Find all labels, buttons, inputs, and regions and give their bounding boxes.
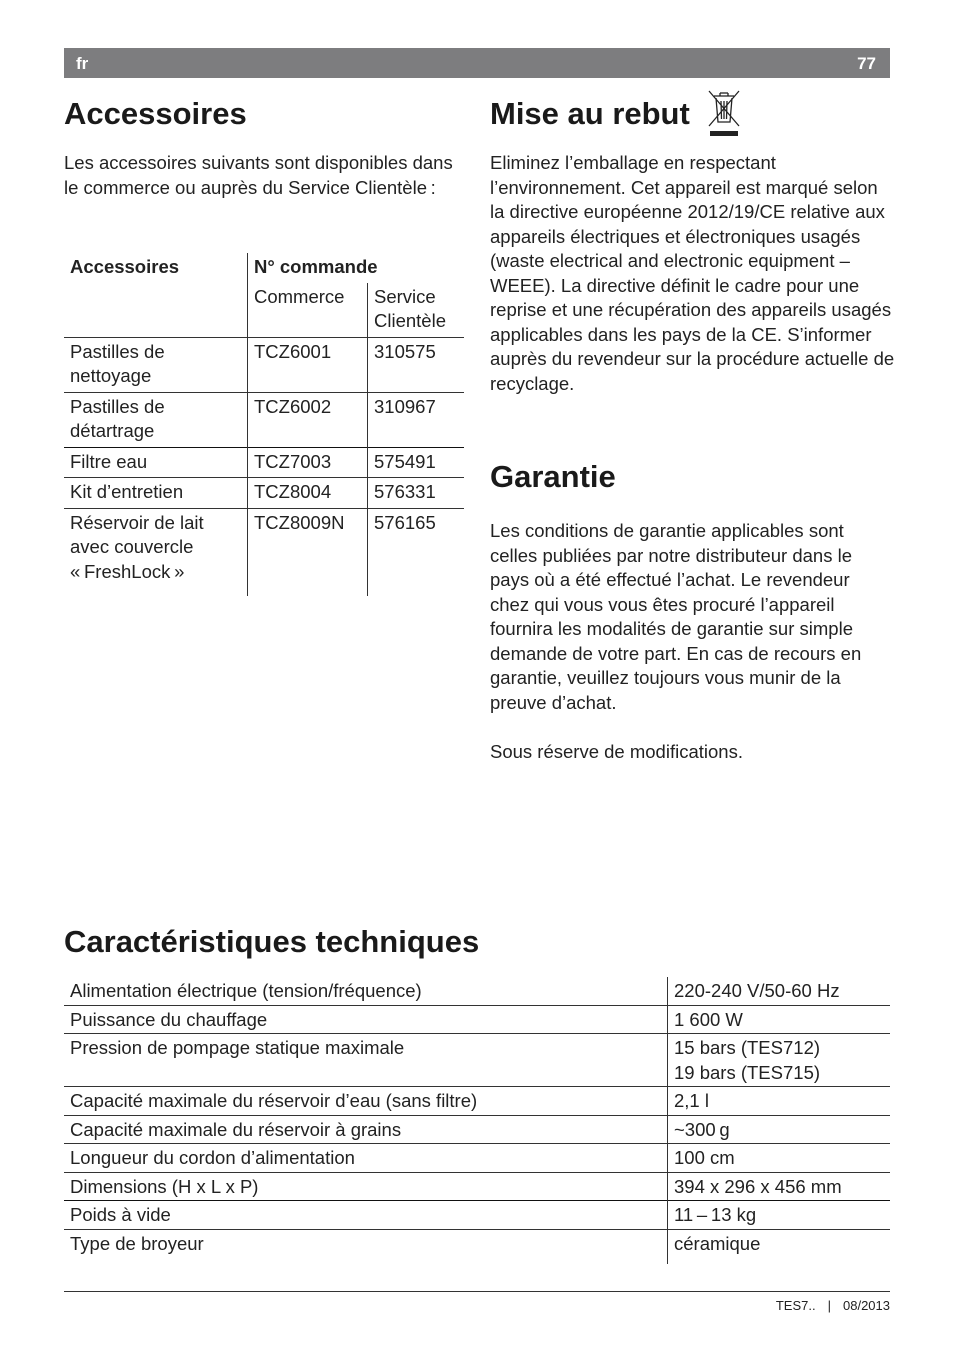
disposal-text: Eliminez l’emballage en respectant l’environnement. Cet appareil est marqué selon la directive européenne 2012/19/CE relative aux appareils électriques et électroniques usagés (waste electrical and electronic equipment – WEEE). La directive définit le cadre pour une reprise et une récupération des appareils usagés applicables dans les pays de la CE. S’informer auprès du revendeur sur la procédure actuelle de recyclage. — [490, 152, 895, 394]
table-row — [64, 1172, 890, 1201]
spec-label: Type de broyeur — [64, 1229, 668, 1264]
commerce-code: TCZ7003 — [248, 447, 368, 478]
table-row — [64, 508, 464, 596]
warranty-text: Les conditions de garantie applicables sont celles publiées par notre distributeur dans le pays où a été effectué l’achat. Le revendeur chez qui vous vous êtes procuré l’appareil fournira les modalités de garantie sur simple demande de votre part. En cas de recours en garantie, veuillez toujours vous munir de la preuve d’achat. — [490, 520, 862, 713]
service-code: 310967 — [368, 392, 465, 447]
accessory-name: Kit d’entretien — [64, 478, 248, 509]
accessories-heading: Accessoires — [64, 96, 247, 131]
service-code: 310575 — [368, 337, 465, 392]
service-code: 576165 — [368, 508, 465, 596]
spec-label: Pression de pompage statique maximale — [64, 1034, 668, 1087]
accessories-table — [64, 253, 464, 596]
warranty-heading: Garantie — [490, 459, 616, 494]
spec-value — [668, 1034, 891, 1087]
table-row — [64, 1087, 890, 1116]
spec-value: 100 cm — [668, 1144, 891, 1173]
commerce-code: TCZ6002 — [248, 392, 368, 447]
service-code: 575491 — [368, 447, 465, 478]
spec-value: 11 – 13 kg — [668, 1201, 891, 1230]
footer-separator: | — [827, 1298, 831, 1313]
page-footer — [776, 1298, 890, 1313]
service-code: 576331 — [368, 478, 465, 509]
spec-value: 1 600 W — [668, 1005, 891, 1034]
spec-value-line: 19 bars (TES715) — [674, 1061, 821, 1083]
crossed-bin-icon — [706, 88, 742, 138]
table-row — [64, 392, 464, 447]
spec-label: Capacité maximale du réservoir à grains — [64, 1115, 668, 1144]
footer-divider — [64, 1291, 890, 1292]
accessory-name: Réservoir de lait avec couvercle « FreshLock » — [64, 508, 248, 596]
spec-value: ~300 g — [668, 1115, 891, 1144]
specs-heading: Caractéristiques techniques — [64, 924, 480, 959]
spec-label: Poids à vide — [64, 1201, 668, 1230]
accessory-name: Pastilles de détartrage — [64, 392, 248, 447]
spec-value: 2,1 l — [668, 1087, 891, 1116]
table-row — [64, 1005, 890, 1034]
spec-value: céramique — [668, 1229, 891, 1264]
table-row — [64, 1201, 890, 1230]
table-header-row — [64, 253, 464, 283]
table-row — [64, 1229, 890, 1264]
commerce-code: TCZ8004 — [248, 478, 368, 509]
table-subheader-row — [64, 283, 464, 338]
spec-label: Capacité maximale du réservoir d’eau (sans filtre) — [64, 1087, 668, 1116]
table-row — [64, 447, 464, 478]
table-row — [64, 1034, 890, 1087]
footer-model: TES7.. — [775, 1298, 816, 1313]
col-header-order-number: N° commande — [248, 253, 465, 283]
accessories-intro: Les accessoires suivants sont disponibles dans le commerce ou auprès du Service Clientèle : — [64, 152, 453, 198]
footer-date: 08/2013 — [843, 1298, 890, 1313]
subheader-commerce: Commerce — [248, 283, 368, 338]
col-header-accessories: Accessoires — [70, 256, 180, 277]
accessory-name: Filtre eau — [64, 447, 248, 478]
spec-label: Puissance du chauffage — [64, 1005, 668, 1034]
table-row — [64, 337, 464, 392]
table-row — [64, 478, 464, 509]
spec-value: 394 x 296 x 456 mm — [668, 1172, 891, 1201]
page-number: 77 — [857, 54, 876, 73]
language-label: fr — [76, 54, 89, 73]
spec-label: Alimentation électrique (tension/fréquence) — [70, 980, 422, 1001]
commerce-code: TCZ8009N — [248, 508, 368, 596]
disposal-heading: Mise au rebut — [490, 96, 690, 131]
subheader-service: Service Clientèle — [368, 283, 465, 338]
table-row — [64, 1115, 890, 1144]
table-row — [64, 977, 890, 1005]
spec-label: Longueur du cordon d’alimentation — [64, 1144, 668, 1173]
commerce-code: TCZ6001 — [248, 337, 368, 392]
specs-table — [64, 977, 890, 1264]
spec-label: Dimensions (H x L x P) — [64, 1172, 668, 1201]
page-header-bar — [64, 48, 890, 78]
reserve-text: Sous réserve de modifications. — [490, 741, 743, 762]
table-row — [64, 1144, 890, 1173]
accessory-name: Pastilles de nettoyage — [64, 337, 248, 392]
spec-value-line: 15 bars (TES712) — [674, 1037, 821, 1058]
spec-value: 220-240 V/50-60 Hz — [668, 977, 891, 1005]
